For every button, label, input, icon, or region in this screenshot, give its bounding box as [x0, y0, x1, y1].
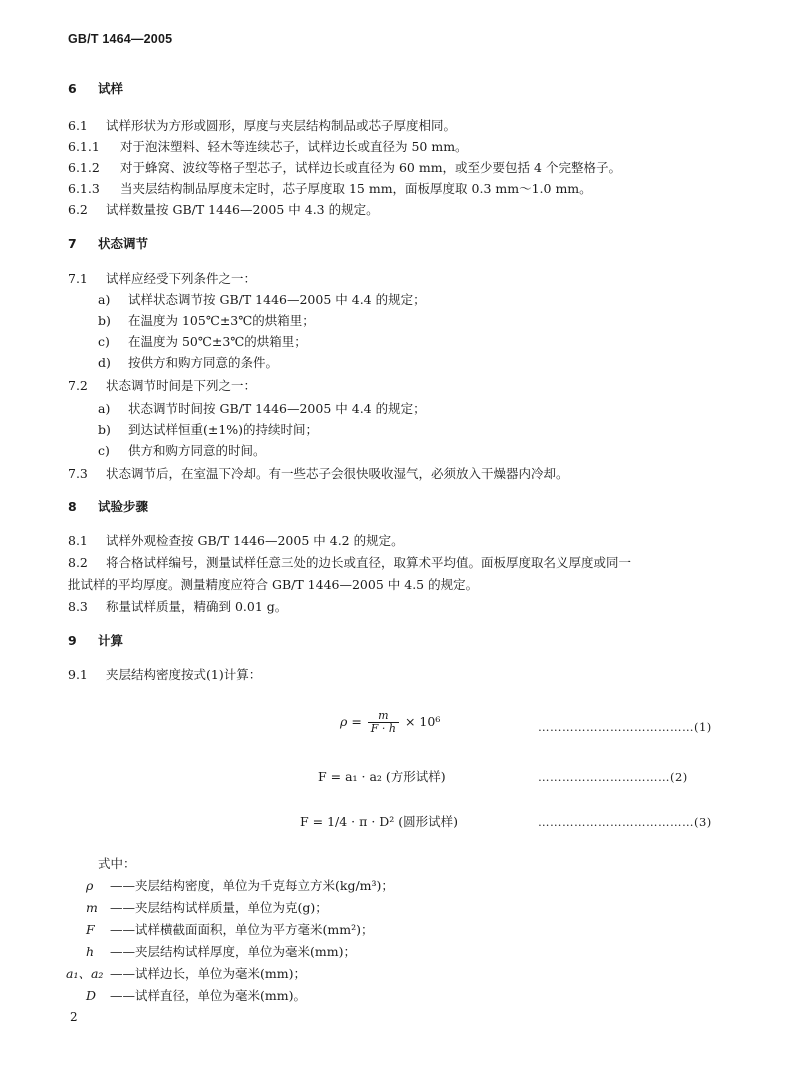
list-label: d)	[98, 355, 111, 370]
clause-number: 8.1	[68, 533, 88, 548]
definition-symbol: h	[86, 944, 95, 959]
clause-text: 试样数量按 GB/T 1446—2005 中 4.3 的规定。	[106, 202, 379, 217]
clause-6-1-1	[68, 138, 468, 156]
definition-text: ——试样直径，单位为毫米(mm)。	[110, 988, 306, 1003]
fraction-denominator: F · h	[370, 722, 396, 735]
definition-item	[86, 899, 328, 917]
clause-number: 6.1.1	[68, 139, 100, 154]
section-8-heading	[68, 498, 148, 516]
clause-text: 对于蜂窝、波纹等格子型芯子，试样边长或直径为 60 mm，或至少要包括 4 个完整格子。	[120, 160, 621, 175]
definition-text: ——试样边长，单位为毫米(mm)；	[110, 966, 306, 981]
definition-item	[66, 965, 306, 983]
list-item	[98, 291, 426, 309]
clause-text: 状态调节时间是下列之一：	[106, 378, 257, 393]
section-title: 状态调节	[98, 236, 149, 251]
list-text: 到达试样恒重(±1%)的持续时间；	[128, 422, 319, 437]
clause-8-2-continuation: 批试样的平均厚度。测量精度应符合 GB/T 1446—2005 中 4.5 的规定。	[68, 577, 479, 592]
list-text: 供方和购方同意的时间。	[128, 443, 266, 458]
clause-text: 夹层结构密度按式(1)计算：	[106, 667, 262, 682]
list-label: c)	[98, 334, 110, 349]
definition-symbol: m	[86, 900, 98, 915]
definition-symbol: ρ	[86, 878, 94, 893]
section-9-heading	[68, 632, 123, 650]
list-label: b)	[98, 313, 111, 328]
list-text: 在温度为 50℃±3℃的烘箱里；	[128, 334, 307, 349]
equation-number-1: …………………………………(1)	[538, 720, 712, 734]
clause-number: 7.3	[68, 466, 88, 481]
list-item	[98, 442, 266, 460]
clause-number: 6.1.2	[68, 160, 100, 175]
clause-8-3	[68, 598, 287, 616]
list-label: a)	[98, 401, 111, 416]
definition-symbol: a₁、a₂	[66, 966, 104, 981]
definition-item	[86, 877, 394, 895]
list-item	[98, 312, 315, 330]
clause-text: 对于泡沫塑料、轻木等连续芯子，试样边长或直径为 50 mm。	[120, 139, 468, 154]
clause-7-3	[68, 465, 569, 483]
list-text: 在温度为 105℃±3℃的烘箱里；	[128, 313, 315, 328]
list-text: 按供方和购方同意的条件。	[128, 355, 279, 370]
clause-6-1	[68, 117, 456, 135]
equation-number-2: ……………………………(2)	[538, 770, 688, 784]
clause-number: 7.1	[68, 271, 88, 286]
clause-8-1	[68, 532, 404, 550]
clause-7-2	[68, 377, 256, 395]
clause-9-1	[68, 666, 261, 684]
list-label: c)	[98, 443, 110, 458]
formula-2: F = a₁ · a₂ (方形试样)	[318, 769, 446, 784]
formula-lhs: ρ =	[340, 714, 362, 729]
clause-number: 8.2	[68, 555, 88, 570]
definition-text: ——夹层结构试样质量，单位为克(g)；	[110, 900, 328, 915]
list-item	[98, 400, 426, 418]
clause-number: 6.1.3	[68, 181, 100, 196]
clause-text: 试样外观检查按 GB/T 1446—2005 中 4.2 的规定。	[106, 533, 404, 548]
section-number: 6	[68, 81, 77, 96]
section-title: 计算	[98, 633, 124, 648]
formula-3: F = 1/4 · π · D² (圆形试样)	[300, 814, 459, 829]
clause-7-1	[68, 270, 256, 288]
section-number: 7	[68, 236, 77, 251]
equation-number-3: …………………………………(3)	[538, 815, 712, 829]
formula-fraction	[368, 710, 399, 735]
definition-text: ——夹层结构试样厚度，单位为毫米(mm)；	[110, 944, 356, 959]
page-number: 2	[70, 1010, 78, 1024]
section-7-heading	[68, 235, 148, 253]
formula-rhs: × 10⁶	[404, 714, 441, 729]
formula-1	[340, 710, 440, 735]
definition-item	[86, 987, 306, 1005]
section-6-heading	[68, 80, 123, 98]
clause-8-2	[68, 554, 631, 572]
clause-text: 当夹层结构制品厚度未定时，芯子厚度取 15 mm，面板厚度取 0.3 mm～1.0 mm。	[120, 181, 592, 196]
clause-text: 试样应经受下列条件之一：	[106, 271, 257, 286]
clause-6-1-2	[68, 159, 621, 177]
section-title: 试样	[98, 81, 124, 96]
where-label: 式中：	[98, 856, 136, 871]
list-item	[98, 421, 318, 439]
clause-number: 7.2	[68, 378, 88, 393]
definition-symbol: D	[86, 988, 97, 1003]
list-text: 状态调节时间按 GB/T 1446—2005 中 4.4 的规定；	[128, 401, 426, 416]
clause-text: 状态调节后，在室温下冷却。有一些芯子会很快吸收湿气，必须放入干燥器内冷却。	[106, 466, 569, 481]
list-item	[98, 354, 278, 372]
list-label: b)	[98, 422, 111, 437]
list-label: a)	[98, 292, 111, 307]
clause-text: 称量试样质量，精确到 0.01 g。	[106, 599, 288, 614]
clause-number: 6.2	[68, 202, 88, 217]
standard-code-header: GB/T 1464—2005	[68, 32, 173, 46]
list-text: 试样状态调节按 GB/T 1446—2005 中 4.4 的规定；	[128, 292, 426, 307]
clause-6-2	[68, 201, 379, 219]
section-number: 9	[68, 633, 77, 648]
fraction-numerator: m	[368, 710, 399, 723]
definition-item	[86, 921, 373, 939]
section-title: 试验步骤	[98, 499, 149, 514]
clause-text: 将合格试样编号，测量试样任意三处的边长或直径，取算术平均值。面板厚度取名义厚度或同一	[106, 555, 632, 570]
definition-item	[86, 943, 356, 961]
clause-6-1-3	[68, 180, 592, 198]
definition-symbol: F	[86, 922, 95, 937]
definition-text: ——夹层结构密度，单位为千克每立方米(kg/m³)；	[110, 878, 394, 893]
list-item	[98, 333, 307, 351]
clause-number: 9.1	[68, 667, 88, 682]
clause-number: 8.3	[68, 599, 88, 614]
clause-text: 试样形状为方形或圆形，厚度与夹层结构制品或芯子厚度相同。	[106, 118, 457, 133]
section-number: 8	[68, 499, 77, 514]
definition-text: ——试样横截面面积，单位为平方毫米(mm²)；	[110, 922, 374, 937]
clause-number: 6.1	[68, 118, 88, 133]
